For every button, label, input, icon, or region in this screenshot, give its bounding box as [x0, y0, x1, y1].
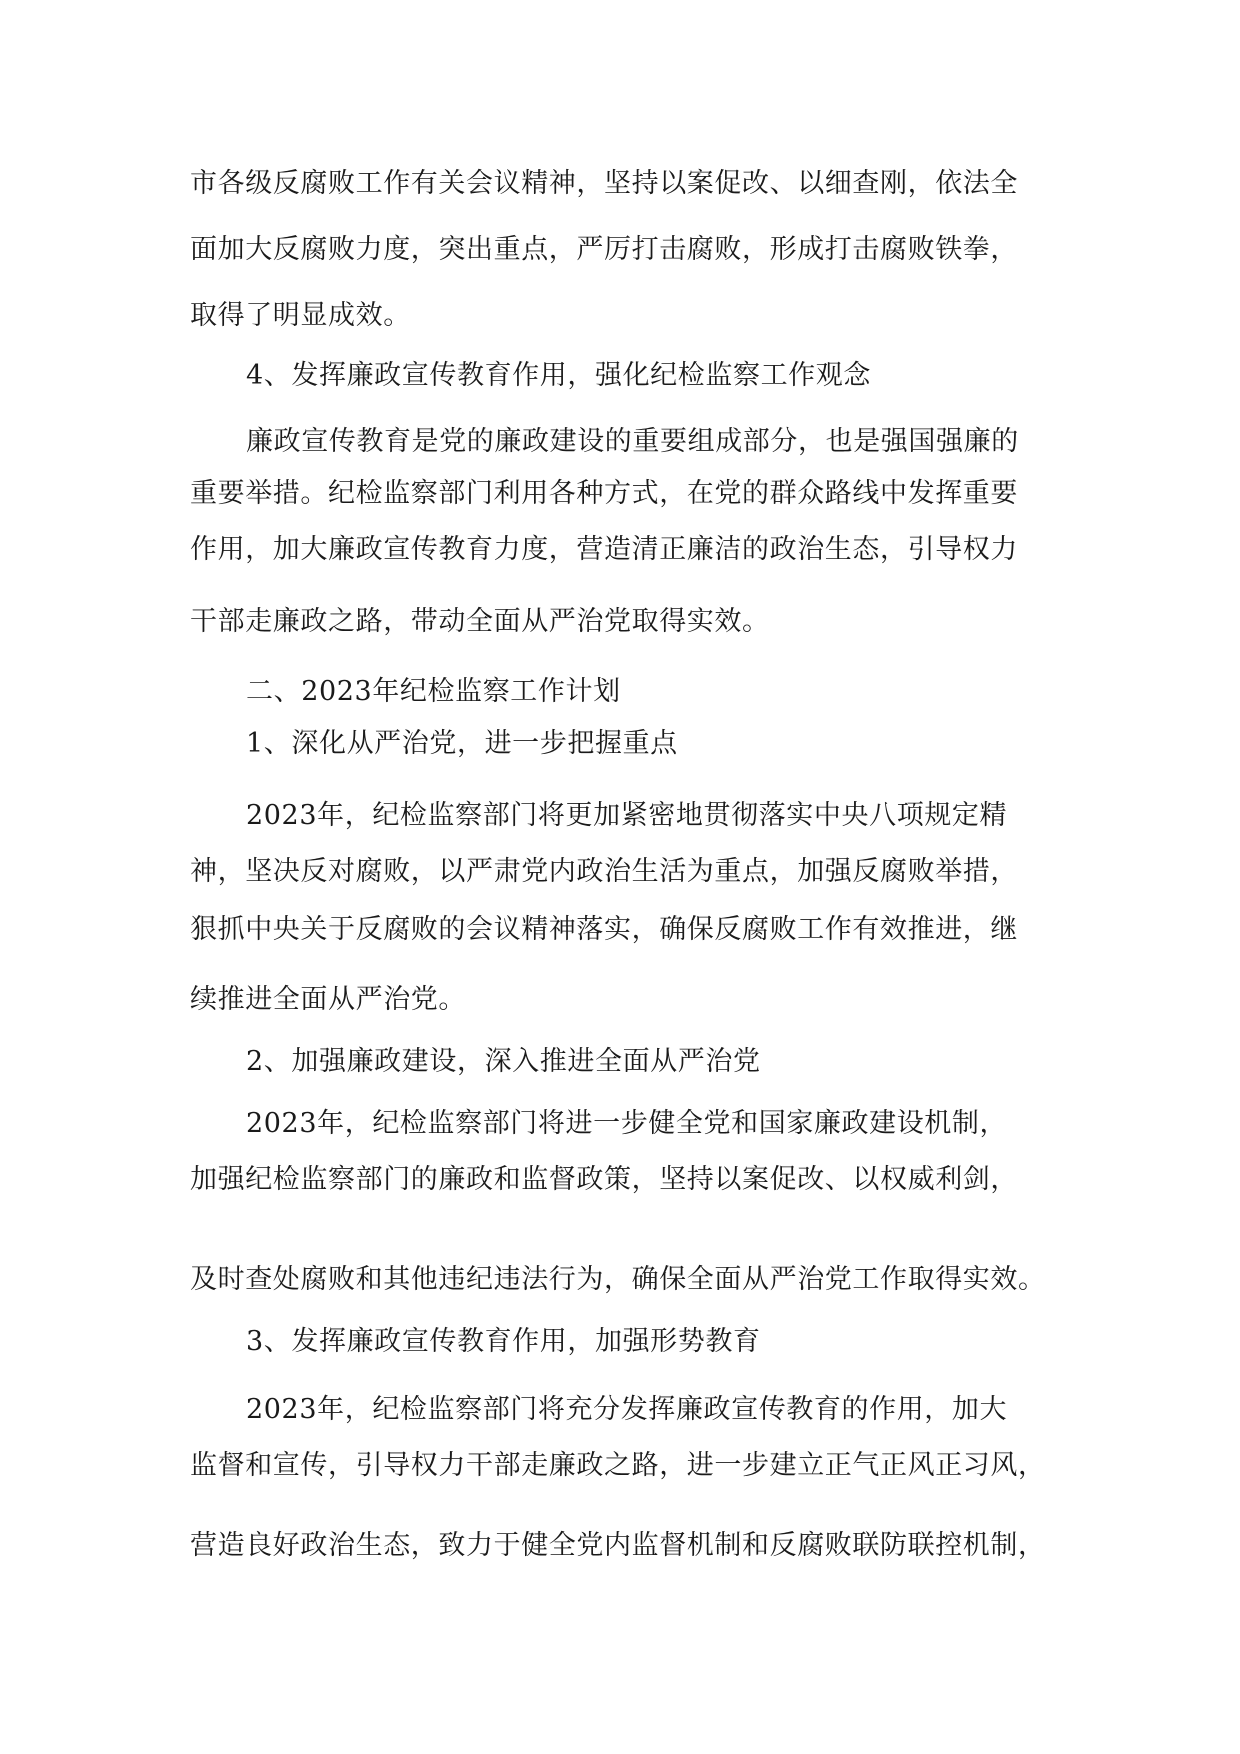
body-text-line: 营造良好政治生态，致力于健全党内监督机制和反腐败联防联控机制，: [190, 1530, 1046, 1561]
body-text-line: 作用，加大廉政宣传教育力度，营造清正廉洁的政治生态，引导权力: [190, 534, 1018, 565]
paragraph-first-line: 2023年，纪检监察部门将更加紧密地贯彻落实中央八项规定精: [246, 800, 1008, 831]
paragraph-first-line: 2023年，纪检监察部门将进一步健全党和国家廉政建设机制，: [246, 1108, 1008, 1139]
body-text-line: 面加大反腐败力度，突出重点，严厉打击腐败，形成打击腐败铁拳，: [190, 234, 1018, 265]
body-text-line: 神，坚决反对腐败，以严肃党内政治生活为重点，加强反腐败举措，: [190, 856, 1018, 887]
body-text-line: 狠抓中央关于反腐败的会议精神落实，确保反腐败工作有效推进，继: [190, 914, 1018, 945]
section-heading: 二、2023年纪检监察工作计划: [246, 676, 621, 707]
body-text-line: 重要举措。纪检监察部门利用各种方式，在党的群众路线中发挥重要: [190, 478, 1018, 509]
body-text-line: 监督和宣传，引导权力干部走廉政之路，进一步建立正气正风正习风，: [190, 1450, 1046, 1481]
subsection-heading: 1、深化从严治党，进一步把握重点: [246, 728, 678, 759]
body-text-line: 加强纪检监察部门的廉政和监督政策，坚持以案促改、以权威利剑，: [190, 1164, 1018, 1195]
section-heading: 4、发挥廉政宣传教育作用，强化纪检监察工作观念: [246, 360, 871, 391]
body-text-line: 取得了明显成效。: [190, 300, 411, 331]
body-text-line: 市各级反腐败工作有关会议精神，坚持以案促改、以细查刚，依法全: [190, 168, 1018, 199]
subsection-heading: 3、发挥廉政宣传教育作用，加强形势教育: [246, 1326, 761, 1357]
paragraph-first-line: 2023年，纪检监察部门将充分发挥廉政宣传教育的作用，加大: [246, 1394, 1008, 1425]
body-text-line: 干部走廉政之路，带动全面从严治党取得实效。: [190, 606, 770, 637]
subsection-heading: 2、加强廉政建设，深入推进全面从严治党: [246, 1046, 761, 1077]
paragraph-first-line: 廉政宣传教育是党的廉政建设的重要组成部分，也是强国强廉的: [246, 426, 1019, 457]
body-text-line: 续推进全面从严治党。: [190, 984, 466, 1015]
body-text-line: 及时查处腐败和其他违纪违法行为，确保全面从严治党工作取得实效。: [190, 1264, 1046, 1295]
